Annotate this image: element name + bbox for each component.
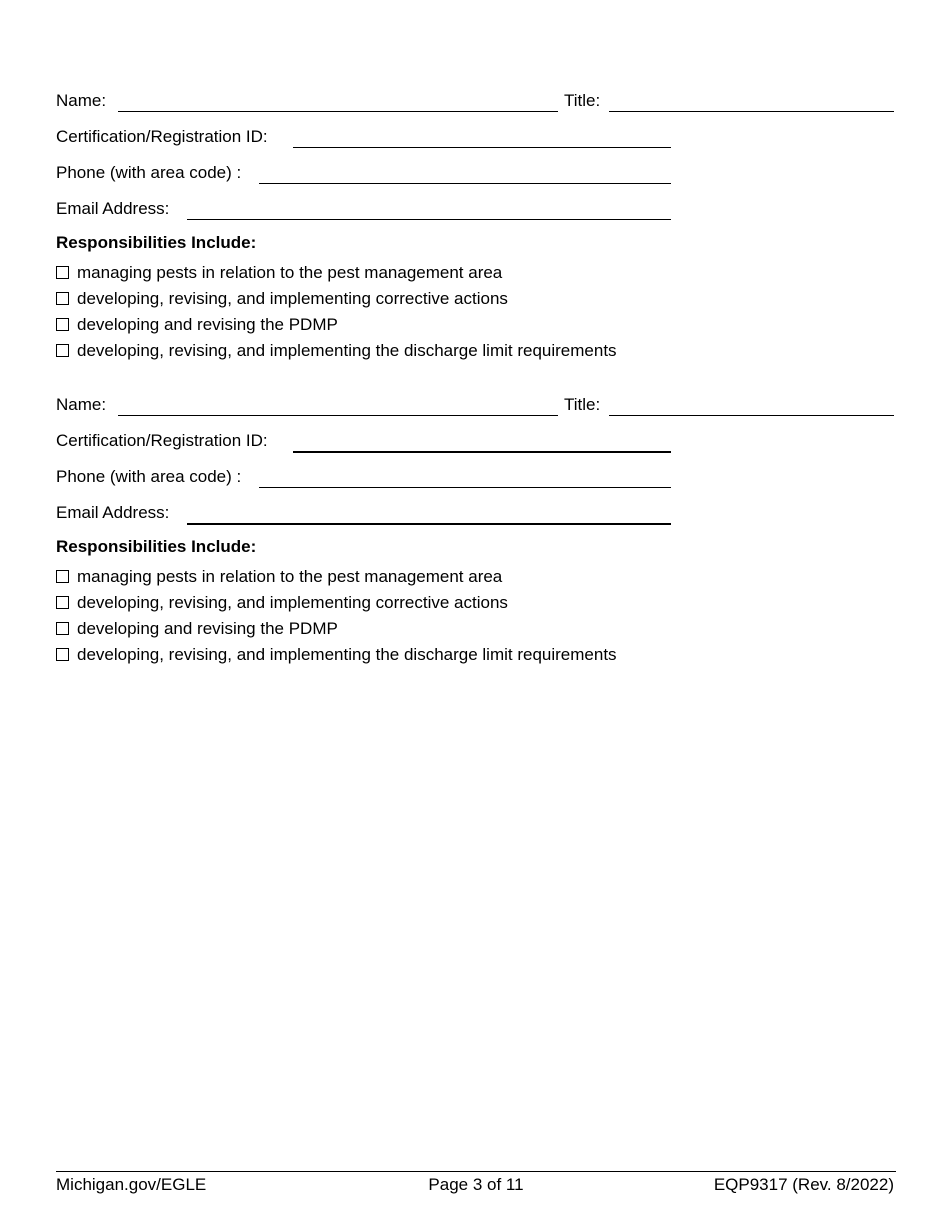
resp-item-label: developing and revising the PDMP — [77, 315, 338, 334]
email-row — [56, 199, 896, 235]
phone-field[interactable] — [259, 163, 671, 184]
checkbox[interactable] — [56, 570, 69, 583]
title-label: Title: — [564, 91, 601, 110]
phone-label: Phone (with area code) : — [56, 163, 242, 182]
checkbox[interactable] — [56, 292, 69, 305]
resp-item-label: developing, revising, and implementing corrective actions — [77, 289, 508, 308]
cert-row — [56, 127, 896, 163]
title-label: Title: — [564, 395, 601, 414]
resp-item-label: developing, revising, and implementing corrective actions — [77, 593, 508, 612]
phone-field[interactable] — [259, 467, 671, 488]
footer-form-id: EQP9317 (Rev. 8/2022) — [713, 1175, 894, 1194]
resp-item-managing-pests[interactable] — [56, 263, 896, 289]
footer-divider — [56, 1171, 896, 1172]
cert-field[interactable] — [293, 431, 671, 453]
phone-row — [56, 163, 896, 199]
email-label: Email Address: — [56, 503, 170, 522]
checkbox[interactable] — [56, 266, 69, 279]
resp-item-label: developing and revising the PDMP — [77, 619, 338, 638]
checkbox[interactable] — [56, 596, 69, 609]
resp-item-managing-pests[interactable] — [56, 567, 896, 593]
resp-item-pdmp[interactable] — [56, 315, 896, 341]
resp-item-pdmp[interactable] — [56, 619, 896, 645]
page-footer — [56, 1175, 896, 1195]
resp-item-discharge-limit[interactable] — [56, 341, 896, 367]
phone-row — [56, 467, 896, 503]
cert-label: Certification/Registration ID: — [56, 127, 268, 146]
footer-website: Michigan.gov/EGLE — [56, 1175, 207, 1194]
name-field[interactable] — [118, 395, 558, 416]
resp-item-label: managing pests in relation to the pest management area — [77, 567, 503, 586]
cert-field[interactable] — [293, 127, 671, 148]
checkbox[interactable] — [56, 648, 69, 661]
email-row — [56, 503, 896, 539]
resp-item-corrective-actions[interactable] — [56, 289, 896, 315]
cert-row — [56, 431, 896, 467]
resp-item-discharge-limit[interactable] — [56, 645, 896, 671]
name-label: Name: — [56, 395, 107, 414]
email-field[interactable] — [187, 199, 671, 220]
name-title-row — [56, 395, 896, 431]
contact-block-2 — [56, 395, 896, 671]
name-label: Name: — [56, 91, 107, 110]
contact-block-1 — [56, 91, 896, 367]
name-field[interactable] — [118, 91, 558, 112]
phone-label: Phone (with area code) : — [56, 467, 242, 486]
name-title-row — [56, 91, 896, 127]
checkbox[interactable] — [56, 622, 69, 635]
title-field[interactable] — [609, 395, 894, 416]
resp-item-label: managing pests in relation to the pest management area — [77, 263, 503, 282]
responsibilities-heading: Responsibilities Include: — [56, 233, 257, 252]
cert-label: Certification/Registration ID: — [56, 431, 268, 450]
footer-page-number: Page 3 of 11 — [428, 1175, 524, 1194]
title-field[interactable] — [609, 91, 894, 112]
resp-item-label: developing, revising, and implementing the discharge limit requirements — [77, 645, 617, 664]
checkbox[interactable] — [56, 318, 69, 331]
resp-item-label: developing, revising, and implementing the discharge limit requirements — [77, 341, 617, 360]
resp-item-corrective-actions[interactable] — [56, 593, 896, 619]
email-field[interactable] — [187, 503, 671, 525]
responsibilities-heading: Responsibilities Include: — [56, 537, 257, 556]
checkbox[interactable] — [56, 344, 69, 357]
email-label: Email Address: — [56, 199, 170, 218]
